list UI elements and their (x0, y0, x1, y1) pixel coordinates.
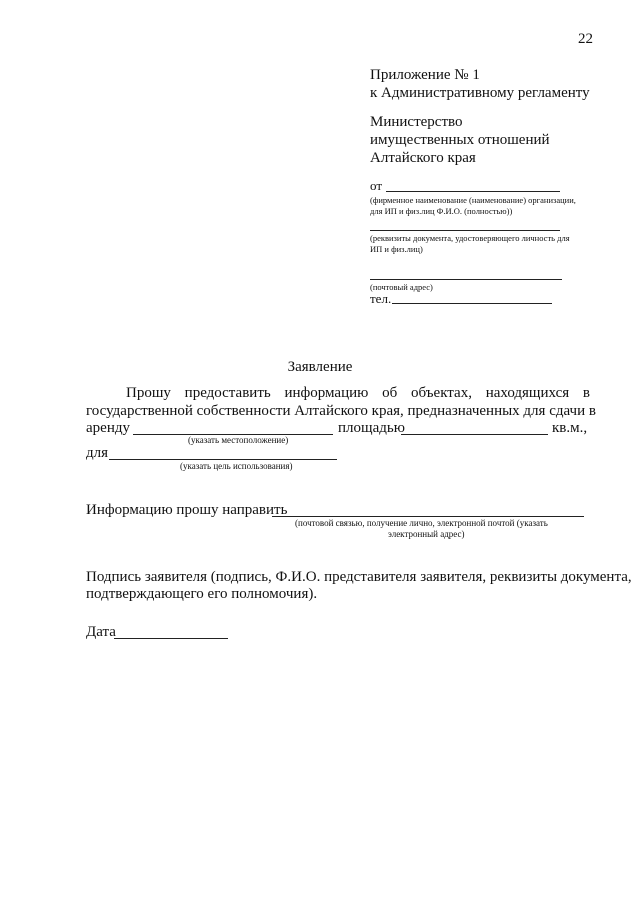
address-hint: (почтовый адрес) (370, 282, 433, 292)
delivery-hint-line-1: (почтовой связью, получение лично, электронной почтой (указать (295, 518, 548, 528)
statement-title: Заявление (287, 359, 353, 375)
doc-hint-line-2: ИП и физ.лиц) (370, 244, 423, 254)
recipient-line-1: Министерство (370, 114, 463, 130)
phone-label: тел. (370, 291, 392, 306)
purpose-label: для (86, 445, 109, 461)
delivery-method-field[interactable] (272, 516, 584, 517)
phone-field[interactable] (392, 303, 552, 304)
doc-hint-line-1: (реквизиты документа, удостоверяющего личность для (370, 233, 570, 243)
date-field[interactable] (114, 638, 228, 639)
signature-line-2: подтверждающего его полномочия). (86, 586, 318, 602)
statement-line-2: государственной собственности Алтайского края, предназначенных для сдачи в (86, 403, 596, 419)
recipient-line-2: имущественных отношений (370, 132, 550, 148)
recipient-line-3: Алтайского края (370, 150, 476, 166)
area-label: площадью (338, 420, 405, 436)
delivery-hint-line-2: электронный адрес) (388, 529, 465, 539)
regulation-reference: к Административному регламенту (370, 85, 590, 101)
statement-line-1: Прошу предоставить информацию об объектах, находящихся в (126, 385, 590, 401)
name-hint-line-2: для ИП и физ.лиц Ф.И.О. (полностью)) (370, 206, 513, 216)
area-unit: кв.м., (552, 420, 588, 436)
postal-address-field[interactable] (370, 279, 562, 280)
identity-document-field[interactable] (370, 230, 560, 231)
area-field[interactable] (401, 434, 548, 435)
rent-label: аренду (86, 420, 130, 436)
from-label: от (370, 178, 383, 193)
signature-line-1: Подпись заявителя (подпись, Ф.И.О. представителя заявителя, реквизиты документа, (86, 569, 632, 585)
purpose-hint: (указать цель использования) (180, 461, 293, 471)
location-hint: (указать местоположение) (188, 435, 289, 445)
delivery-label: Информацию прошу направить (86, 502, 288, 518)
name-hint-line-1: (фирменное наименование (наименование) организации, (370, 195, 576, 205)
date-label: Дата (86, 624, 116, 640)
page-number: 22 (578, 31, 593, 47)
from-name-field[interactable] (386, 191, 560, 192)
appendix-title: Приложение № 1 (370, 67, 480, 83)
purpose-field[interactable] (109, 459, 337, 460)
